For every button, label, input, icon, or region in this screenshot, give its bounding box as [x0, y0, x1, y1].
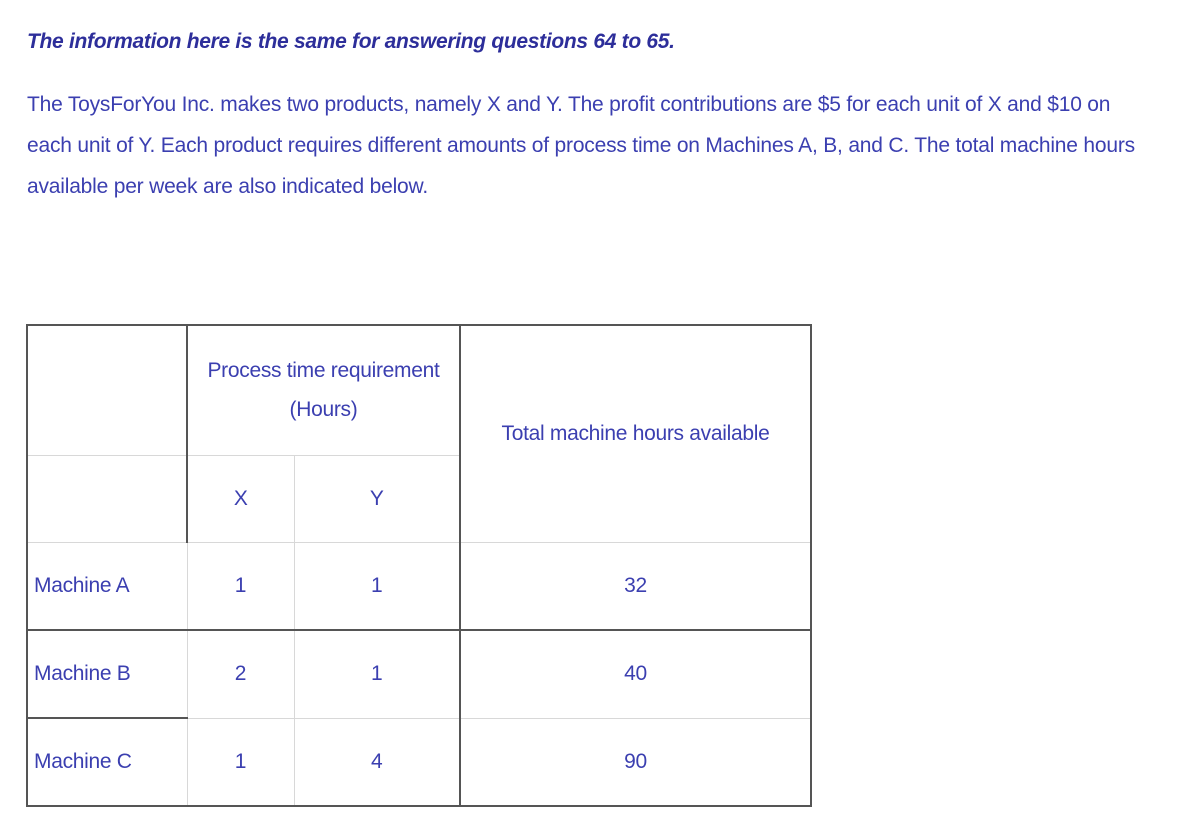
row-x-value: 1: [187, 542, 294, 630]
header-total-hours: Total machine hours available: [460, 325, 811, 542]
table-corner-bottom: [27, 455, 187, 542]
row-total-value: 90: [460, 718, 811, 806]
table-row: [27, 718, 811, 806]
row-total-value: 40: [460, 630, 811, 718]
row-x-value: 1: [187, 718, 294, 806]
machine-hours-table: [26, 324, 812, 807]
row-x-value: 2: [187, 630, 294, 718]
row-total-value: 32: [460, 542, 811, 630]
problem-description: The ToysForYou Inc. makes two products, namely X and Y. The profit contributions are $5 for each unit of X and $10 on each unit of Y. Each product requires different amounts of process time on Machines A, B, and C. The total machine hours available per week are also indicated below.: [27, 93, 1135, 198]
row-machine-label: Machine C: [27, 718, 187, 806]
table-row: [27, 630, 811, 718]
row-machine-label: Machine B: [27, 630, 187, 718]
header-col-x: X: [187, 455, 294, 542]
row-machine-label: Machine A: [27, 542, 187, 630]
header-process-time: Process time requirement (Hours): [187, 325, 460, 455]
row-y-value: 1: [294, 542, 460, 630]
table-row: [27, 542, 811, 630]
header-col-y: Y: [294, 455, 460, 542]
intro-note: The information here is the same for answering questions 64 to 65.: [27, 30, 675, 53]
row-y-value: 4: [294, 718, 460, 806]
row-y-value: 1: [294, 630, 460, 718]
table-corner-top: [27, 325, 187, 455]
